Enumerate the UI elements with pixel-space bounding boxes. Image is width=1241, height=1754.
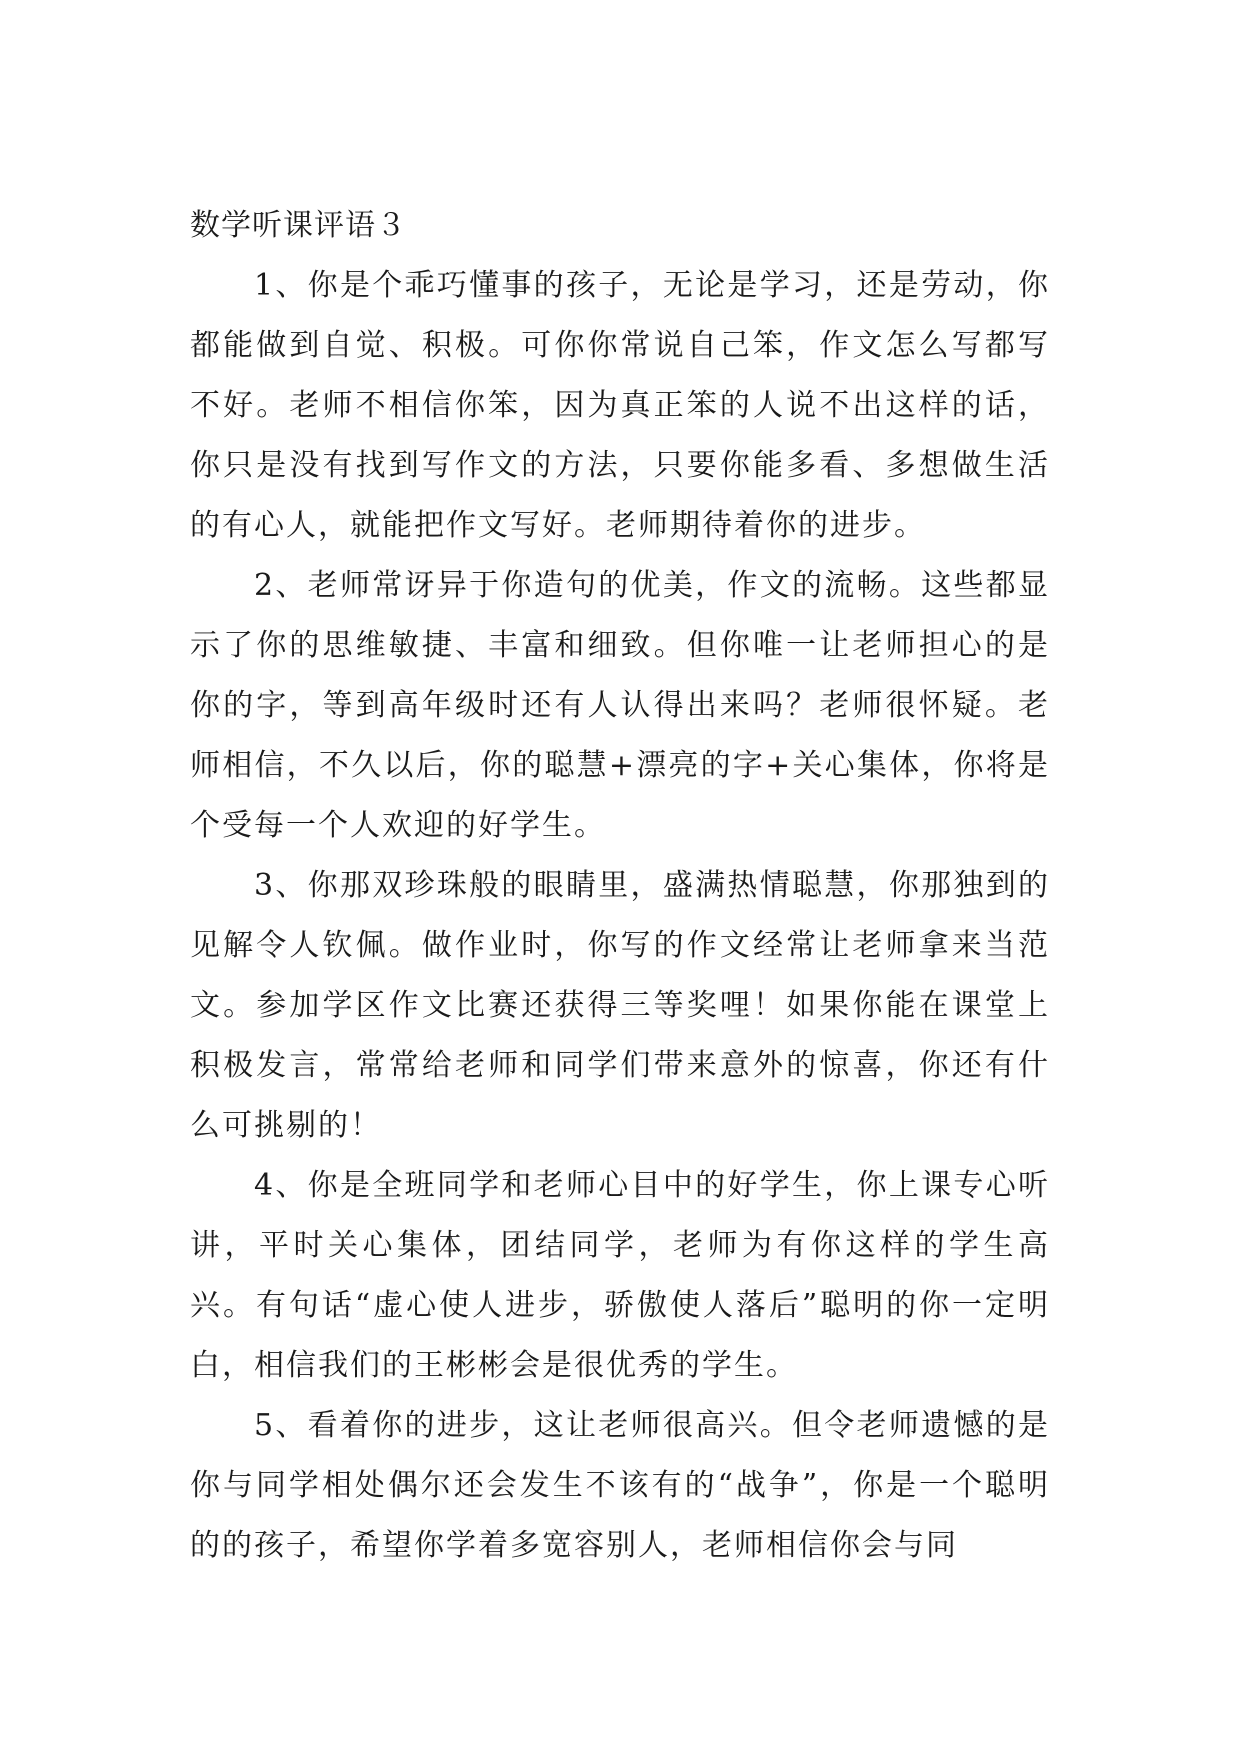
- comment-paragraph-4: 4、你是全班同学和老师心目中的好学生，你上课专心听讲，平时关心集体，团结同学，老师为有你这样的学生高兴。有句话“虚心使人进步，骄傲使人落后”聪明的你一定明白，相信我们的王彬彬会是很优秀的学生。: [190, 1168, 1050, 1383]
- comment-paragraph-1: 1、你是个乖巧懂事的孩子，无论是学习，还是劳动，你都能做到自觉、积极。可你你常说自己笨，作文怎么写都写不好。老师不相信你笨，因为真正笨的人说不出这样的话，你只是没有找到写作文的方法，只要你能多看、多想做生活的有心人，就能把作文写好。老师期待着你的进步。: [190, 268, 1050, 543]
- document-title: 数学听课评语３: [190, 208, 407, 243]
- document-body: [190, 196, 1050, 1576]
- comment-paragraph-2: 2、老师常讶异于你造句的优美，作文的流畅。这些都显示了你的思维敏捷、丰富和细致。但你唯一让老师担心的是你的字，等到高年级时还有人认得出来吗？老师很怀疑。老师相信，不久以后，你的聪慧+漂亮的字+关心集体，你将是个受每一个人欢迎的好学生。: [190, 568, 1050, 843]
- comment-paragraph-5: 5、看着你的进步，这让老师很高兴。但令老师遗憾的是你与同学相处偶尔还会发生不该有的“战争”，你是一个聪明的的孩子，希望你学着多宽容别人，老师相信你会与同: [190, 1408, 1050, 1563]
- comment-paragraph-3: 3、你那双珍珠般的眼睛里，盛满热情聪慧，你那独到的见解令人钦佩。做作业时，你写的作文经常让老师拿来当范文。参加学区作文比赛还获得三等奖哩！如果你能在课堂上积极发言，常常给老师和同学们带来意外的惊喜，你还有什么可挑剔的！: [190, 868, 1050, 1143]
